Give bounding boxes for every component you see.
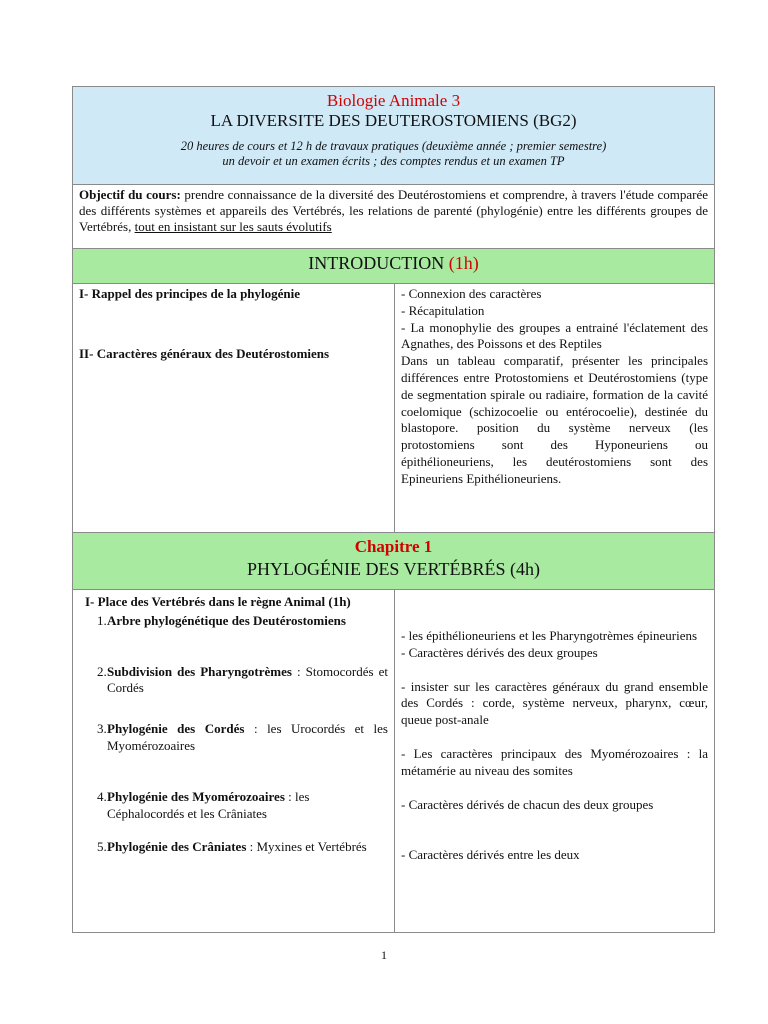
chapter-right (395, 590, 715, 933)
item-rest: : Stomocordés et Cordés (107, 663, 388, 696)
item-note-2: - insister sur les caractères généraux du grand ensemble des Cordés : corde, système nerveux, pharynx, cœur, queue post-anale (401, 678, 709, 728)
list-item (79, 613, 388, 630)
intro-left (73, 284, 395, 533)
list-item (79, 839, 388, 856)
chapter-row (73, 590, 715, 933)
course-table (72, 86, 715, 933)
item-title: Arbre phylogénétique des Deutérostomiens (107, 612, 346, 628)
course-name: Biologie Animale 3 (326, 91, 461, 110)
chapter-section: I- Place des Vertébrés dans le règne Animal (1h) (85, 594, 351, 609)
chapter-heading (73, 533, 715, 590)
intro-right (395, 284, 715, 533)
course-title: LA DIVERSITE DES DEUTEROSTOMIENS (BG2) (210, 111, 577, 130)
intro-heading-row (73, 249, 715, 284)
item-number: 1. (97, 612, 107, 628)
item-note-1: - les épithélioneuriens et les Pharyngotrèmes épineuriens - Caractères dérivés des deux groupes (401, 628, 698, 660)
item-title: Subdivision des Pharyngotrèmes (107, 663, 292, 679)
chapter-heading-row (73, 533, 715, 590)
intro-note-4: Dans un tableau comparatif, présenter les principales différences entre Protostomiens et Deutérostomiens (type de segmentation spirale ou radiaire, formation de la cavité coelomique (schizocoelie ou entérocoelie), destinée du blastopore. position du système nerveux (les protostomiens sont des Hyponeuriens ou épithélioneuriens, les deutérostomiens sont des Epineuriens Epithélioneuriens. (401, 353, 709, 486)
intro-point-1: I- Rappel des principes de la phylogénie (79, 286, 301, 301)
page-number: 1 (381, 948, 387, 962)
objective-underlined: tout en insistant sur les sauts évolutifs (134, 219, 332, 234)
item-number: 2. (97, 663, 107, 679)
intro-point-2: II- Caractères généraux des Deutérostomiens (79, 345, 330, 361)
intro-duration: (1h) (448, 253, 479, 273)
item-rest: : Myxines et Vertébrés (246, 839, 367, 855)
header-cell (73, 87, 715, 185)
item-note-5: - Caractères dérivés entre les deux (401, 847, 580, 863)
chapter-left (73, 590, 395, 933)
intro-row (73, 284, 715, 533)
objective-label: Objectif du cours: (79, 187, 181, 202)
intro-title: INTRODUCTION (308, 253, 449, 273)
item-title: Phylogénie des Cordés (107, 721, 245, 737)
item-number: 5. (97, 839, 107, 855)
header-row (73, 87, 715, 185)
item-rest: : les Urocordés et les Myomérozoaires (107, 721, 388, 753)
chapter-label: Chapitre 1 (354, 537, 433, 556)
course-hours: 20 heures de cours et 12 h de travaux pratiques (deuxième année ; premier semestre) (180, 139, 607, 153)
item-title: Phylogénie des Myomérozoaires (107, 788, 285, 804)
list-item (79, 789, 388, 823)
chapter-title: PHYLOGÉNIE DES VERTÉBRÉS (4h) (246, 559, 541, 579)
list-item (79, 664, 388, 698)
objective-row (73, 185, 715, 249)
intro-heading (73, 249, 715, 284)
intro-note-1: - Connexion des caractères (401, 286, 542, 301)
item-title: Phylogénie des Crâniates (107, 839, 247, 855)
objective-text: prendre connaissance de la diversité des Deutérostomiens et comprendre, à travers l'étude comparée des différents systèmes et appareils des Vertébrés, les relations de parenté (phylogénie) entre les différents groupes de Vertébrés, (79, 187, 709, 234)
list-item (79, 721, 388, 755)
intro-note-2: - Récapitulation (401, 302, 485, 318)
objective-cell (73, 185, 715, 249)
item-rest: : les Céphalocordés et les Crâniates (107, 788, 310, 821)
course-exams: un devoir et un examen écrits ; des comptes rendus et un examen TP (222, 154, 565, 168)
item-note-4: - Caractères dérivés de chacun des deux groupes (401, 796, 654, 812)
intro-note-3: - La monophylie des groupes a entrainé l'éclatement des Agnathes, des Poissons et des Reptiles (401, 319, 709, 352)
item-number: 3. (97, 721, 107, 737)
item-number: 4. (97, 788, 107, 804)
item-note-3: - Les caractères principaux des Myomérozoaires : la métamérie au niveau des somites (401, 745, 709, 778)
